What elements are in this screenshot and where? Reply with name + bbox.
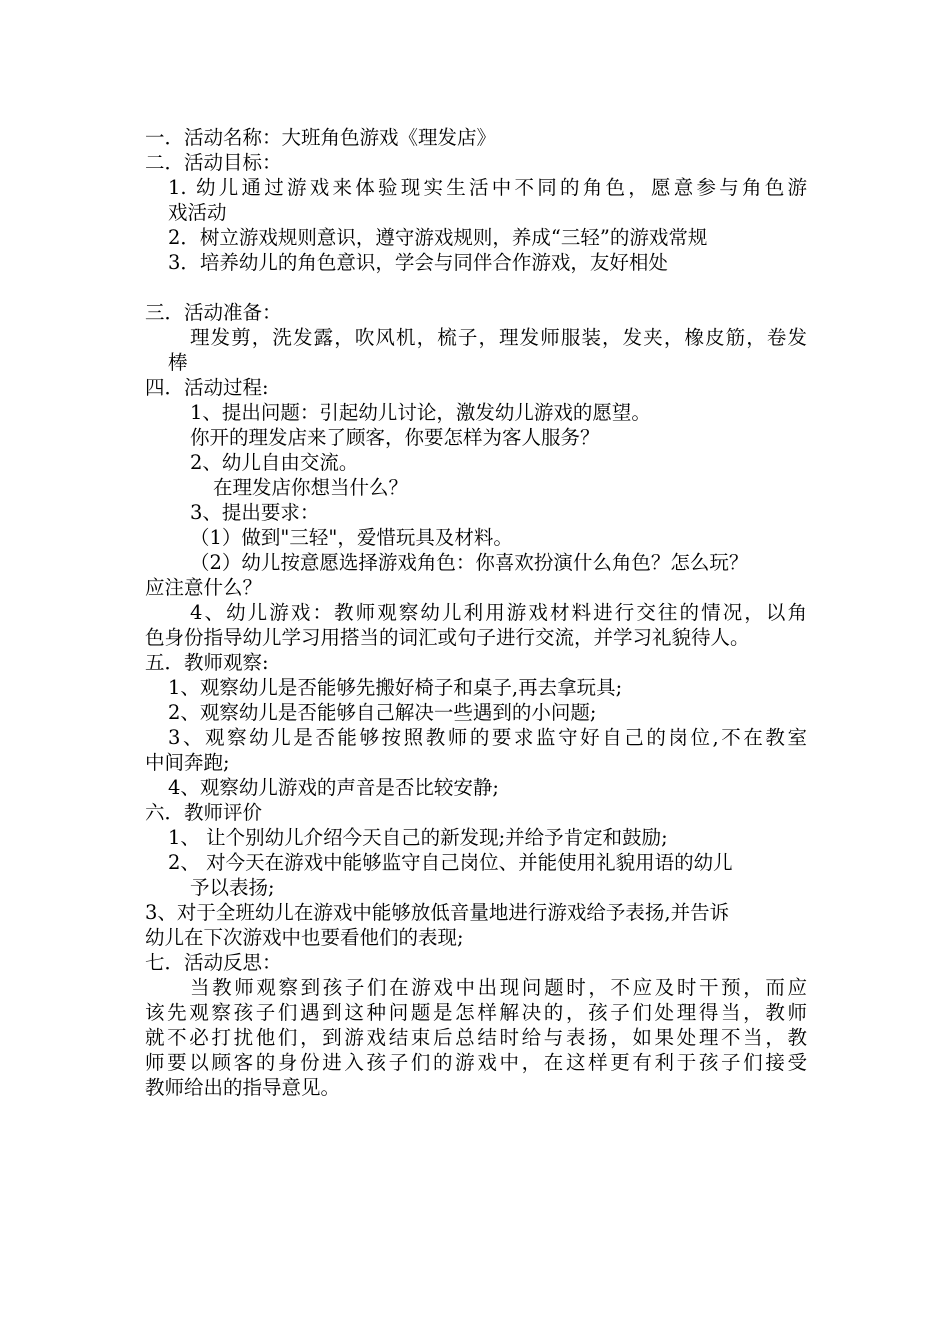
observation-1: 1、观察幼儿是否能够先搬好椅子和桌子,再去拿玩具; — [168, 676, 623, 699]
section-3-title: 三．活动准备： — [145, 301, 282, 324]
reflection-line-1: 当教师观察到孩子们在游戏中出现问题时，不应及时干预，而应 — [190, 976, 807, 999]
materials-line-1: 理发剪，洗发露，吹风机，梳子，理发师服装，发夹，橡皮筋，卷发 — [190, 326, 807, 349]
section-1-title: 一．活动名称：大班角色游戏《理发店》 — [145, 126, 497, 149]
goal-1-line-2: 戏活动 — [168, 201, 227, 224]
section-4-title: 四．活动过程: — [145, 376, 269, 399]
process-step-2: 2、幼儿自由交流。 — [190, 451, 359, 474]
reflection-line-3: 就不必打扰他们，到游戏结束后总结时给与表扬，如果处理不当，教 — [145, 1026, 807, 1049]
section-5-title: 五．教师观察: — [145, 651, 269, 674]
process-step-1: 1、提出问题：引起幼儿讨论，激发幼儿游戏的愿望。 — [190, 401, 651, 424]
observation-3-line-2: 中间奔跑; — [145, 751, 230, 774]
section-7-title: 七．活动反思： — [145, 951, 282, 974]
goal-2: 2．树立游戏规则意识，遵守游戏规则，养成“三轻”的游戏常规 — [168, 226, 708, 249]
reflection-line-5: 教师给出的指导意见。 — [145, 1076, 341, 1099]
goal-3: 3．培养幼儿的角色意识，学会与同伴合作游戏，友好相处 — [168, 251, 668, 274]
process-step-3-item-2-line-2: 应注意什么？ — [145, 576, 263, 599]
process-step-3: 3、提出要求： — [190, 501, 320, 524]
section-6-title: 六．教师评价 — [145, 801, 263, 824]
goal-1-line-1: 1. 幼儿通过游戏来体验现实生活中不同的角色，愿意参与角色游 — [168, 176, 807, 199]
observation-4: 4、观察幼儿游戏的声音是否比较安静; — [168, 776, 499, 799]
process-step-3-item-2-line-1: （2）幼儿按意愿选择游戏角色：你喜欢扮演什么角色？怎么玩？ — [190, 551, 749, 574]
evaluation-3-line-1: 3、对于全班幼儿在游戏中能够放低音量地进行游戏给予表扬,并告诉 — [145, 901, 730, 924]
evaluation-1: 1、 让个别幼儿介绍今天自己的新发现;并给予肯定和鼓励; — [168, 826, 668, 849]
materials-line-2: 棒 — [168, 351, 188, 374]
reflection-line-2: 该先观察孩子们遇到这种问题是怎样解决的，孩子们处理得当，教师 — [145, 1001, 807, 1024]
observation-3-line-1: 3、观察幼儿是否能够按照教师的要求监守好自己的岗位,不在教室 — [168, 726, 807, 749]
process-step-1-question: 你开的理发店来了顾客，你要怎样为客人服务？ — [190, 426, 600, 449]
reflection-line-4: 师要以顾客的身份进入孩子们的游戏中，在这样更有利于孩子们接受 — [145, 1051, 807, 1074]
evaluation-3-line-2: 幼儿在下次游戏中也要看他们的表现; — [145, 926, 464, 949]
process-step-3-item-1: （1）做到"三轻"，爱惜玩具及材料。 — [190, 526, 513, 549]
evaluation-2-line-1: 2、 对今天在游戏中能够监守自己岗位、并能使用礼貌用语的幼儿 — [168, 851, 733, 874]
evaluation-2-line-2: 予以表扬; — [190, 876, 275, 899]
process-step-4-line-2: 色身份指导幼儿学习用搭当的词汇或句子进行交流，并学习礼貌待人。 — [145, 626, 750, 649]
process-step-2-question: 在理发店你想当什么？ — [213, 476, 409, 499]
section-2-title: 二．活动目标： — [145, 151, 282, 174]
process-step-4-line-1: 4、幼儿游戏：教师观察幼儿利用游戏材料进行交往的情况，以角 — [190, 601, 807, 624]
observation-2: 2、观察幼儿是否能够自己解决一些遇到的小问题; — [168, 701, 597, 724]
